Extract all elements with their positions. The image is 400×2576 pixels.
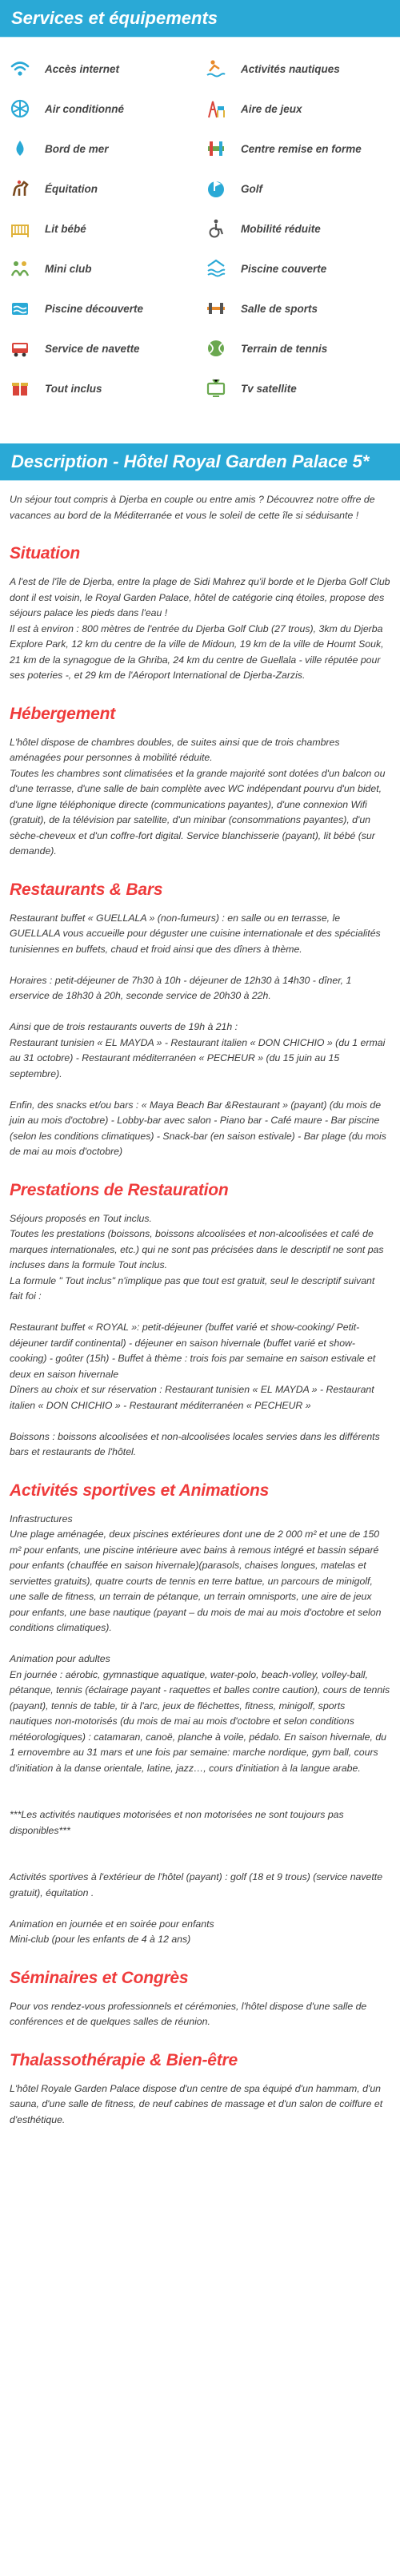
service-item — [8, 209, 196, 248]
intro-text: Un séjour tout compris à Djerba en couple ou entre amis ? Découvrez notre offre de vacances au bord de la Méditerranée et vous le soleil de cette île si séduisante ! — [10, 494, 375, 521]
shuttle-icon — [10, 338, 30, 359]
section-heading: Séminaires et Congrès — [10, 1968, 189, 1987]
section-paragraph: Horaires : petit-déjeuner de 7h30 à 10h - déjeuner de 12h30 à 14h30 - dîner, 1 erservice de 18h30 à 20h, seconde service de 20h30 à 22h. — [10, 974, 352, 1001]
section-paragraph: Séjours proposés en Tout inclus. Toutes les prestations (boissons, boissons alcoolisées et non-alcoolisées et café de marques internationales, etc.) qui ne sont pas précisées dans le descriptif ne sont pas incluses dans la formule Tout inclus. La formule " Tout inclus" n'implique pas que tout est gratuit, seul le descriptif suivant fait foi : — [10, 1212, 384, 1302]
service-label: Activités nautiques — [241, 62, 340, 75]
section-heading: Activités sportives et Animations — [10, 1481, 270, 1500]
horse-riding-icon — [10, 178, 30, 199]
service-label: Piscine couverte — [241, 262, 327, 275]
service-label: Aire de jeux — [241, 102, 302, 115]
all-inclusive-icon — [10, 378, 30, 399]
description-header — [0, 443, 400, 481]
mini-club-icon — [10, 258, 30, 279]
service-item — [8, 248, 196, 288]
service-item — [204, 209, 392, 248]
service-label: Mobilité réduite — [241, 222, 321, 235]
seaside-icon — [10, 138, 30, 159]
fitness-icon — [206, 138, 226, 159]
service-label: Golf — [241, 182, 262, 195]
section-paragraph: Activités sportives à l'extérieur de l'hôtel (payant) : golf (18 et 9 trous) (service navette gratuit), équitation . — [10, 1871, 383, 1898]
service-item — [8, 129, 196, 169]
section-heading: Hébergement — [10, 704, 116, 723]
wheelchair-icon — [206, 218, 226, 239]
service-item — [204, 169, 392, 209]
service-item — [8, 49, 196, 89]
section-paragraph: L'hôtel Royale Garden Palace dispose d'un centre de spa équipé d'un hammam, d'un sauna, d'une salle de fitness, de neuf cabines de massage et d'un salon de coiffure et d'esthétique. — [10, 2082, 383, 2125]
section-paragraph: Ainsi que de trois restaurants ouverts de 19h à 21h : Restaurant tunisien « EL MAYDA » - Restaurant italien « DON CHICHIO » (du 1 ermai au 31 octobre) - Restaurant méditerranéen « PECHEUR » (du 15 juin au 15 septembre). — [10, 1021, 386, 1079]
description-title: Description - Hôtel Royal Garden Palace 5* — [11, 451, 370, 471]
services-grid — [0, 38, 400, 415]
description-content — [0, 481, 400, 2168]
section-heading: Situation — [10, 544, 81, 563]
service-label: Service de navette — [45, 342, 140, 355]
gym-icon — [206, 298, 226, 319]
service-label: Équitation — [45, 182, 98, 195]
section-paragraph: Infrastructures Une plage aménagée, deux piscines extérieures dont une de 2 000 m² et une de 150 m² pour enfants, une piscine intérieure avec bains à remous intégré et bassin séparé pour enfants (chauffée en saison hivernale)(parasols, chaises longues, matelas et serviettes gratuits), quatre courts de tennis en terre battue, un parcours de minigolf, une salle de fitness, un terrain de pétanque, un terrain omnisports, une aire de jeux pour enfants, une base nautique (payant – du mois de mai au mois d'octobre et selon conditions climatiques). — [10, 1513, 382, 1633]
section-paragraph: Enfin, des snacks et/ou bars : « Maya Beach Bar &Restaurant » (payant) (du mois de juin au mois d'octobre) - Lobby-bar avec salon - Piano bar - Café maure - Bar piscine (selon les conditions climatiques) - Snack-bar (en saison estivale) - Bar plage (du mois de mai au mois d'octobre) — [10, 1099, 386, 1157]
service-item — [204, 248, 392, 288]
service-item — [204, 368, 392, 408]
air-conditioning-icon — [10, 98, 30, 119]
service-label: Terrain de tennis — [241, 342, 328, 355]
services-header — [0, 0, 400, 38]
service-item — [8, 169, 196, 209]
service-item — [8, 288, 196, 328]
service-item — [204, 129, 392, 169]
section-paragraph: Restaurant buffet « GUELLALA » (non-fumeurs) : en salle ou en terrasse, le GUELLALA vous accueille pour déguster une cuisine internationale et des spécialités tunisiennes en buffets, chaud et froid ainsi que des dîners à thème. — [10, 912, 381, 955]
service-label: Tv satellite — [241, 382, 297, 395]
service-label: Salle de sports — [241, 302, 318, 315]
section-paragraph: Animation pour adultes En journée : aérobic, gymnastique aquatique, water-polo, beach-volley, volley-ball, pétanque, tennis (éclairage payant - raquettes et balles contre caution), cours de tennis (payant), tennis de table, tir à l'arc, jeux de fléchettes, fitness, minigolf, sports nautiques non-motorisés (du mois de mai au mois d'octobre et selon conditions météorologiques) : catamaran, canoë, planche à voile, pédalo. En saison hivernale, du 1 ernovembre au 31 mars et une fois par semaine: marche nordique, gym ball, cours d'initiation à la danse orientale, latine, jazz…, cours d'initiation à la langue arabe. — [10, 1653, 390, 1774]
section-heading: Prestations de Restauration — [10, 1180, 229, 1199]
service-item — [204, 49, 392, 89]
golf-icon — [206, 178, 226, 199]
service-item — [8, 368, 196, 408]
service-label: Bord de mer — [45, 142, 109, 155]
section-paragraph: ***Les activités nautiques motorisées et non motorisées ne sont toujours pas disponibles*** — [10, 1809, 344, 1836]
services-title: Services et équipements — [11, 8, 218, 28]
baby-cot-icon — [10, 218, 30, 239]
service-label: Air conditionné — [45, 102, 124, 115]
section-paragraph: Restaurant buffet « ROYAL »: petit-déjeuner (buffet varié et show-cooking/ Petit-déjeuner tardif continental) - déjeuner en saison hivernale (buffet varié et show-cooking) - goûter (15h) - Buffet à thème : trois fois par semaine en saison estivale et deux en saison hivernale Dîners au choix et sur réservation : Restaurant tunisien « EL MAYDA » - Restaurant italien « DON CHICHIO » - Restaurant méditerranéen « PECHEUR » — [10, 1322, 376, 1411]
service-label: Tout inclus — [45, 382, 102, 395]
section-paragraph: Animation en journée et en soirée pour enfants Mini-club (pour les enfants de 4 à 12 ans) — [10, 1918, 214, 1945]
tennis-court-icon — [206, 338, 226, 359]
service-item — [204, 288, 392, 328]
section-paragraph: Boissons : boissons alcoolisées et non-alcoolisées locales servies dans les différents bars et restaurants de l'hôtel. — [10, 1430, 380, 1457]
service-label: Lit bébé — [45, 222, 86, 235]
water-sports-icon — [206, 58, 226, 79]
section-paragraph: L'hôtel dispose de chambres doubles, de suites ainsi que de trois chambres aménagées pour personnes à mobilité réduite. Toutes les chambres sont climatisées et la grande majorité sont dotées d'un balcon ou d'une terrasse, d'une salle de bain complète avec WC indépendant pourvu d'un bidet, d'une ligne téléphonique directe (communications payantes), d'une connexion Wifi (gratuit), de la télévision par satellite, d'un minibar (consommations payantes), d'un sèche-cheveux et d'un coffre-fort digital. Service blanchisserie (payant), lit bébé (sur demande). — [10, 736, 386, 857]
service-item — [8, 89, 196, 129]
section-paragraph: Pour vos rendez-vous professionnels et cérémonies, l'hôtel dispose d'une salle de conférences et de quelques salles de réunion. — [10, 2000, 367, 2027]
section-paragraph: A l'est de l'île de Djerba, entre la plage de Sidi Mahrez qu'il borde et le Djerba Golf Club dont il est voisin, le Royal Garden Palace, hôtel de catégorie cinq étoiles, propose des séjours palace les pieds dans l'eau ! Il est à environ : 800 mètres de l'entrée du Djerba Golf Club (27 trous), 3km du Djerba Explore Park, 12 km du centre de la ville de Midoun, 19 km de la ville de Houmt Souk, 21 km de la synagogue de la Ghriba, 24 km du centre de Guellala - ville réputée pour ses poteries -, et 29 km de l'Aéroport International de Djerba-Zarzis. — [10, 576, 390, 681]
service-label: Accès internet — [45, 62, 120, 75]
outdoor-pool-icon — [10, 298, 30, 319]
service-item — [204, 328, 392, 368]
service-item — [8, 328, 196, 368]
playground-icon — [206, 98, 226, 119]
service-item — [204, 89, 392, 129]
service-label: Piscine découverte — [45, 302, 144, 315]
service-label: Centre remise en forme — [241, 142, 362, 155]
section-heading: Restaurants & Bars — [10, 880, 163, 899]
section-heading: Thalassothérapie & Bien-être — [10, 2050, 238, 2069]
service-label: Mini club — [45, 262, 92, 275]
indoor-pool-icon — [206, 258, 226, 279]
satellite-tv-icon — [206, 378, 226, 399]
wifi-icon — [10, 58, 30, 79]
